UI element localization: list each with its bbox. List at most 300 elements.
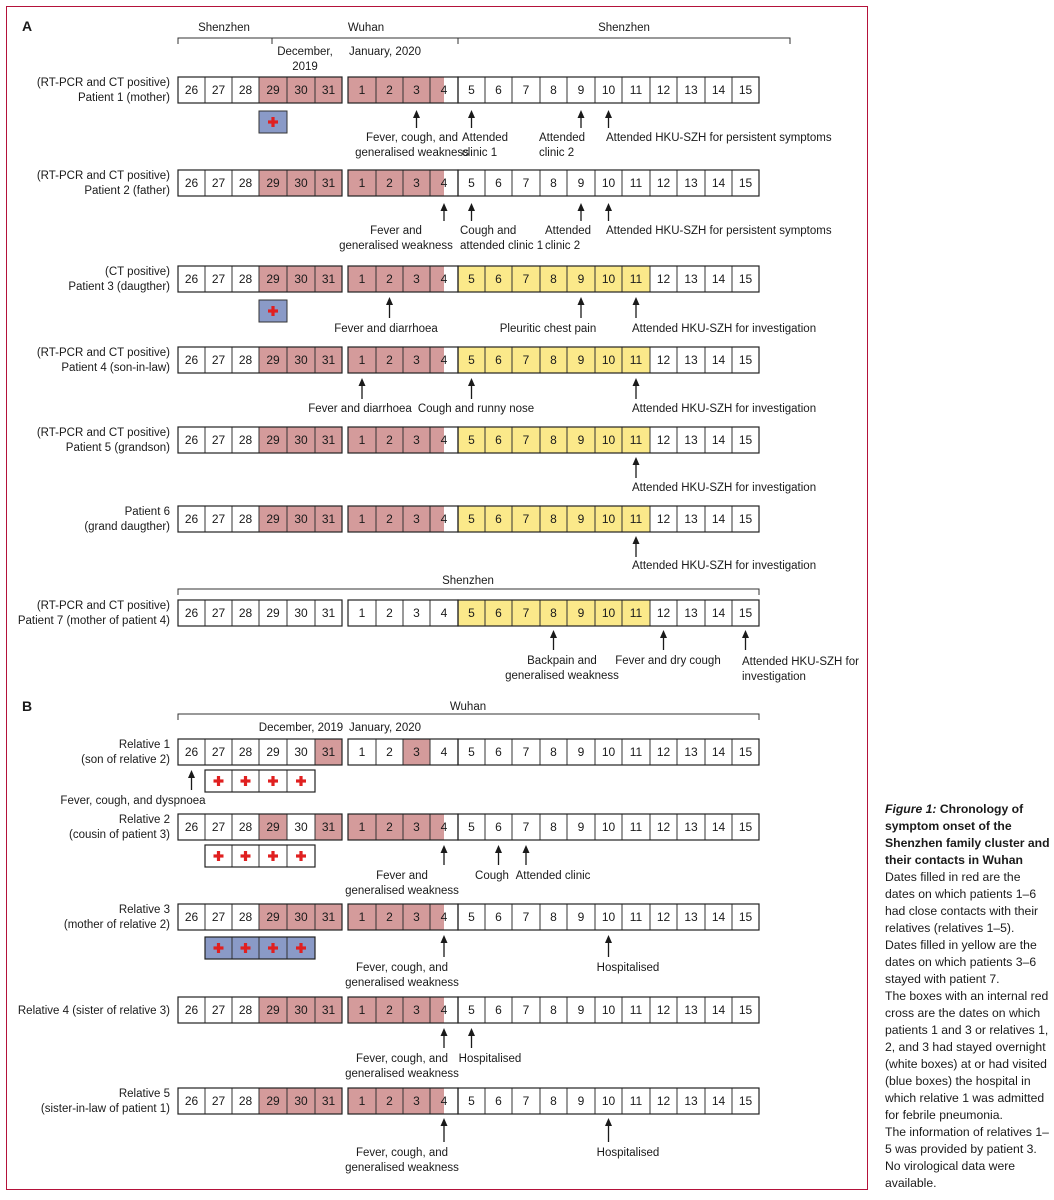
day-number: 9	[577, 745, 585, 759]
day-number: 10	[601, 433, 616, 447]
day-number: 27	[211, 272, 226, 286]
day-number: 6	[495, 1003, 502, 1017]
day-number: 2	[386, 176, 393, 190]
row-label: Patient 4 (son-in-law)	[61, 362, 170, 374]
day-number: 5	[468, 606, 475, 620]
symptom-arrow-head	[605, 203, 612, 211]
day-number: 12	[656, 820, 671, 834]
location-label: Wuhan	[347, 22, 385, 34]
row-label: (RT-PCR and CT positive)	[36, 77, 170, 89]
day-number: 27	[211, 1003, 226, 1017]
day-number: 30	[294, 1003, 308, 1017]
day-number: 14	[711, 820, 726, 834]
annotation-text: Hospitalised	[458, 1053, 522, 1065]
day-number: 30	[294, 353, 308, 367]
day-number: 14	[711, 745, 726, 759]
symptom-arrow-head	[605, 1118, 612, 1126]
day-number: 7	[522, 1003, 530, 1017]
row-label: (RT-PCR and CT positive)	[36, 347, 170, 359]
symptom-arrow-head	[605, 935, 612, 943]
day-number: 11	[629, 353, 643, 367]
annotation-text: attended clinic 1	[460, 240, 544, 252]
day-number: 27	[211, 606, 226, 620]
caption-paragraph: The boxes with an internal red cross are the dates on which patients 1 and 3 or relatives 1, 2, and 3 had stayed overnight (white boxes) at or had visited (blue boxes) the hospital in which relative 1 was admitted for febrile pneumonia.	[885, 989, 1049, 1122]
day-number: 10	[601, 606, 616, 620]
day-number: 1	[358, 176, 366, 190]
day-number: 14	[711, 910, 726, 924]
red-cross-mark	[268, 120, 278, 123]
day-number: 26	[184, 910, 199, 924]
red-cross-mark	[214, 946, 224, 949]
day-number: 8	[550, 512, 557, 526]
red-cross-mark	[214, 779, 224, 782]
panel-label-b: B	[22, 698, 33, 714]
day-number: 29	[266, 1003, 280, 1017]
annotation-text: Attended HKU-SZH for investigation	[632, 560, 817, 572]
row-label: Relative 2	[118, 814, 170, 826]
day-number: 10	[601, 83, 616, 97]
day-number: 11	[629, 176, 643, 190]
day-number: 15	[738, 272, 753, 286]
day-number: 15	[738, 433, 753, 447]
day-number: 3	[413, 820, 420, 834]
month-label: December, 2019	[258, 722, 344, 734]
annotation-text: Attended HKU-SZH for investigation	[632, 482, 817, 494]
day-number: 4	[440, 272, 448, 286]
row-label: (RT-PCR and CT positive)	[36, 427, 170, 439]
day-number: 31	[321, 176, 336, 190]
day-number: 30	[294, 433, 308, 447]
day-number: 11	[629, 272, 643, 286]
annotation-text: Attended HKU-SZH for investigation	[632, 403, 817, 415]
symptom-arrow-head	[468, 378, 475, 386]
row-label: Relative 5	[118, 1088, 170, 1100]
day-number: 5	[468, 512, 475, 526]
day-number: 29	[266, 1094, 280, 1108]
day-number: 14	[711, 353, 726, 367]
location-label: Shenzhen	[198, 22, 250, 34]
annotation-text: clinic 2	[539, 147, 575, 159]
day-number: 4	[440, 1003, 448, 1017]
annotation-text: generalised weakness	[345, 1068, 459, 1080]
day-number: 7	[522, 606, 530, 620]
day-number: 9	[577, 606, 585, 620]
annotation-text: Fever and diarrhoea	[334, 323, 438, 335]
day-number: 12	[656, 745, 671, 759]
day-number: 27	[211, 820, 226, 834]
day-number: 13	[684, 272, 698, 286]
day-number: 2	[386, 606, 393, 620]
day-number: 2	[386, 745, 393, 759]
day-number: 10	[601, 353, 616, 367]
day-number: 12	[656, 433, 671, 447]
day-number: 30	[294, 83, 308, 97]
day-number: 9	[577, 512, 585, 526]
day-number: 10	[601, 1094, 616, 1108]
annotation-text: Attended HKU-SZH for investigation	[632, 323, 817, 335]
day-number: 15	[738, 83, 753, 97]
day-number: 28	[238, 820, 253, 834]
annotation-text: Attended HKU-SZH for persistent symptoms	[606, 225, 832, 237]
day-number: 5	[468, 353, 475, 367]
day-number: 11	[629, 1094, 643, 1108]
annotation-text: clinic 2	[545, 240, 581, 252]
day-number: 26	[184, 353, 199, 367]
day-number: 3	[413, 512, 420, 526]
red-cross-mark	[214, 854, 224, 857]
day-number: 30	[294, 1094, 308, 1108]
annotation-text: Pleuritic chest pain	[499, 323, 597, 335]
location-bracket	[178, 38, 272, 44]
day-number: 4	[440, 353, 448, 367]
day-number: 10	[601, 512, 616, 526]
day-number: 15	[738, 353, 753, 367]
day-number: 2	[386, 1094, 393, 1108]
day-number: 29	[266, 83, 280, 97]
red-cross-mark	[296, 779, 306, 782]
day-number: 6	[495, 745, 502, 759]
symptom-arrow-head	[578, 297, 585, 305]
symptom-arrow-head	[605, 110, 612, 118]
day-number: 8	[550, 1003, 557, 1017]
row-label: (CT positive)	[105, 266, 170, 278]
day-number: 15	[738, 606, 753, 620]
day-number: 28	[238, 1094, 253, 1108]
row-label: (grand daugther)	[84, 521, 170, 533]
day-number: 27	[211, 176, 226, 190]
day-number: 9	[577, 910, 585, 924]
day-number: 8	[550, 820, 557, 834]
day-number: 3	[413, 83, 420, 97]
day-number: 15	[738, 176, 753, 190]
day-number: 8	[550, 1094, 557, 1108]
annotation-text: Fever and	[370, 225, 422, 237]
day-number: 26	[184, 433, 199, 447]
day-number: 6	[495, 910, 502, 924]
row-label: (mother of relative 2)	[63, 919, 170, 931]
day-number: 13	[684, 606, 698, 620]
day-number: 3	[413, 1094, 420, 1108]
annotation-text: Attended	[462, 132, 509, 144]
day-number: 15	[738, 1003, 753, 1017]
red-cross-mark	[268, 946, 278, 949]
day-number: 6	[495, 820, 502, 834]
location-label: Wuhan	[449, 701, 487, 713]
day-number: 30	[294, 910, 308, 924]
day-number: 13	[684, 512, 698, 526]
day-number: 4	[440, 1094, 448, 1108]
day-number: 29	[266, 910, 280, 924]
symptom-arrow-head	[633, 457, 640, 465]
day-number: 13	[684, 820, 698, 834]
row-label: Patient 2 (father)	[84, 185, 170, 197]
day-number: 10	[601, 272, 616, 286]
day-number: 8	[550, 83, 557, 97]
day-number: 31	[321, 820, 336, 834]
day-number: 7	[522, 433, 530, 447]
row-label: Relative 3	[118, 904, 170, 916]
annotation-text: Fever and dry cough	[615, 655, 721, 667]
day-number: 31	[321, 606, 336, 620]
row-label: Relative 1	[118, 739, 170, 751]
day-number: 8	[550, 272, 557, 286]
red-cross-mark	[296, 946, 306, 949]
day-number: 1	[358, 272, 366, 286]
symptom-arrow-head	[188, 770, 195, 778]
day-number: 13	[684, 433, 698, 447]
day-number: 29	[266, 272, 280, 286]
day-number: 28	[238, 433, 253, 447]
symptom-arrow-head	[413, 110, 420, 118]
day-number: 12	[656, 1003, 671, 1017]
day-number: 11	[629, 433, 643, 447]
day-number: 30	[294, 176, 308, 190]
day-number: 4	[440, 910, 448, 924]
day-number: 28	[238, 606, 253, 620]
annotation-text: Attended clinic	[515, 870, 591, 882]
day-number: 29	[266, 745, 280, 759]
annotation-text: Attended	[539, 132, 586, 144]
day-number: 12	[656, 910, 671, 924]
day-number: 2	[386, 1003, 393, 1017]
day-number: 9	[577, 272, 585, 286]
symptom-arrow-head	[359, 378, 366, 386]
annotation-text: generalised weakness	[339, 240, 453, 252]
day-number: 5	[468, 272, 475, 286]
day-number: 8	[550, 910, 557, 924]
day-number: 2	[386, 820, 393, 834]
day-number: 15	[738, 820, 753, 834]
day-number: 6	[495, 353, 502, 367]
day-number: 26	[184, 606, 199, 620]
day-number: 30	[294, 606, 308, 620]
day-number: 12	[656, 512, 671, 526]
day-number: 28	[238, 910, 253, 924]
location-bracket	[458, 38, 790, 44]
day-number: 3	[413, 606, 420, 620]
day-number: 6	[495, 176, 502, 190]
day-number: 12	[656, 272, 671, 286]
caption-paragraph: Dates filled in yellow are the dates on which patients 3–6 stayed with patient 7.	[885, 938, 1037, 986]
day-number: 29	[266, 820, 280, 834]
day-number: 3	[413, 176, 420, 190]
annotation-text: Fever and diarrhoea	[308, 403, 412, 415]
day-number: 1	[358, 606, 366, 620]
day-number: 11	[629, 910, 643, 924]
day-number: 4	[440, 745, 448, 759]
day-number: 29	[266, 433, 280, 447]
day-number: 14	[711, 512, 726, 526]
day-number: 26	[184, 176, 199, 190]
day-number: 7	[522, 820, 530, 834]
day-number: 27	[211, 353, 226, 367]
annotation-text: Attended	[545, 225, 592, 237]
day-number: 7	[522, 353, 530, 367]
annotation-text: generalised weakness	[355, 147, 469, 159]
day-number: 30	[294, 820, 308, 834]
day-number: 30	[294, 745, 308, 759]
caption-paragraph: The information of relatives 1–5 was provided by patient 3. No virological data were available.	[885, 1125, 1049, 1190]
annotation-text: generalised weakness	[345, 977, 459, 989]
day-number: 5	[468, 433, 475, 447]
location-bracket	[178, 589, 759, 595]
day-number: 6	[495, 433, 502, 447]
day-number: 13	[684, 353, 698, 367]
day-number: 6	[495, 83, 502, 97]
day-number: 9	[577, 1003, 585, 1017]
day-number: 11	[629, 1003, 643, 1017]
month-label: 2019	[292, 61, 318, 73]
day-number: 3	[413, 1003, 420, 1017]
annotation-text: Cough and runny nose	[417, 403, 535, 415]
day-number: 14	[711, 272, 726, 286]
day-number: 8	[550, 353, 557, 367]
annotation-text: clinic 1	[462, 147, 498, 159]
row-label: Patient 3 (daugther)	[68, 281, 170, 293]
day-number: 14	[711, 176, 726, 190]
location-label: Shenzhen	[442, 575, 494, 587]
day-number: 27	[211, 512, 226, 526]
day-number: 7	[522, 83, 530, 97]
day-number: 27	[211, 910, 226, 924]
day-number: 5	[468, 83, 475, 97]
day-number: 29	[266, 512, 280, 526]
month-label: January, 2020	[348, 46, 422, 58]
caption-title-text: Chronology of symptom onset of the Shenzhen family cluster and their contacts in Wuhan	[885, 802, 1050, 867]
symptom-arrow-head	[633, 297, 640, 305]
day-number: 15	[738, 512, 753, 526]
day-number: 10	[601, 176, 616, 190]
symptom-arrow-head	[550, 630, 557, 638]
day-number: 3	[413, 910, 420, 924]
red-cross-mark	[241, 854, 251, 857]
day-number: 26	[184, 820, 199, 834]
day-number: 26	[184, 1003, 199, 1017]
day-number: 10	[601, 910, 616, 924]
annotation-text: Fever, cough, and	[355, 962, 449, 974]
day-number: 11	[629, 820, 643, 834]
symptom-arrow-head	[386, 297, 393, 305]
day-number: 29	[266, 353, 280, 367]
day-number: 13	[684, 176, 698, 190]
caption-figure-label: Figure 1:	[885, 802, 937, 816]
day-number: 27	[211, 1094, 226, 1108]
day-number: 31	[321, 272, 336, 286]
annotation-text: Cough	[475, 870, 509, 882]
day-number: 28	[238, 272, 253, 286]
day-number: 15	[738, 910, 753, 924]
day-number: 10	[601, 1003, 616, 1017]
red-cross-mark	[268, 779, 278, 782]
day-number: 31	[321, 1094, 336, 1108]
symptom-arrow-head	[468, 203, 475, 211]
day-number: 11	[629, 512, 643, 526]
annotation-text: Attended HKU-SZH for persistent symptoms	[606, 132, 832, 144]
day-number: 8	[550, 176, 557, 190]
day-number: 26	[184, 1094, 199, 1108]
row-label: Patient 7 (mother of patient 4)	[17, 615, 170, 627]
location-label: Shenzhen	[598, 22, 650, 34]
location-bracket	[272, 38, 458, 44]
day-number: 13	[684, 1003, 698, 1017]
day-number: 9	[577, 83, 585, 97]
row-label: (sister-in-law of patient 1)	[40, 1103, 170, 1115]
day-number: 4	[440, 606, 448, 620]
day-number: 13	[684, 1094, 698, 1108]
symptom-arrow-head	[441, 1118, 448, 1126]
day-number: 14	[711, 1094, 726, 1108]
row-label: Patient 1 (mother)	[77, 92, 170, 104]
annotation-text: Hospitalised	[596, 962, 660, 974]
day-number: 28	[238, 512, 253, 526]
day-number: 26	[184, 272, 199, 286]
day-number: 6	[495, 512, 502, 526]
day-number: 10	[601, 745, 616, 759]
day-number: 1	[358, 1094, 366, 1108]
day-number: 11	[629, 745, 643, 759]
day-number: 3	[413, 433, 420, 447]
day-number: 5	[468, 1003, 475, 1017]
symptom-arrow-head	[441, 845, 448, 853]
red-cross-mark	[241, 779, 251, 782]
annotation-text: Fever, cough, and dyspnoea	[60, 795, 206, 807]
day-number: 26	[184, 512, 199, 526]
day-number: 15	[738, 1094, 753, 1108]
day-number: 2	[386, 272, 393, 286]
day-number: 9	[577, 1094, 585, 1108]
day-number: 9	[577, 433, 585, 447]
day-number: 2	[386, 910, 393, 924]
day-number: 1	[358, 1003, 366, 1017]
location-bracket	[178, 714, 759, 720]
symptom-arrow-head	[468, 1028, 475, 1036]
day-number: 4	[440, 512, 448, 526]
day-number: 9	[577, 176, 585, 190]
day-number: 12	[656, 83, 671, 97]
symptom-arrow-head	[633, 378, 640, 386]
caption-title	[885, 801, 1050, 869]
row-label: (RT-PCR and CT positive)	[36, 170, 170, 182]
day-number: 28	[238, 176, 253, 190]
day-number: 11	[629, 606, 643, 620]
day-number: 2	[386, 512, 393, 526]
day-number: 2	[386, 83, 393, 97]
symptom-arrow-head	[523, 845, 530, 853]
day-number: 5	[468, 820, 475, 834]
symptom-arrow-head	[578, 110, 585, 118]
red-cross-mark	[296, 854, 306, 857]
day-number: 14	[711, 433, 726, 447]
symptom-arrow-head	[633, 536, 640, 544]
day-number: 5	[468, 1094, 475, 1108]
symptom-arrow-head	[578, 203, 585, 211]
annotation-text: generalised weakness	[345, 885, 459, 897]
day-number: 3	[413, 272, 420, 286]
row-label: (cousin of patient 3)	[68, 829, 170, 841]
annotation-text: Fever, cough, and	[365, 132, 459, 144]
day-number: 4	[440, 820, 448, 834]
day-number: 15	[738, 745, 753, 759]
day-number: 7	[522, 745, 530, 759]
day-number: 31	[321, 910, 336, 924]
symptom-arrow-head	[468, 110, 475, 118]
day-number: 28	[238, 1003, 253, 1017]
day-number: 4	[440, 176, 448, 190]
day-number: 28	[238, 83, 253, 97]
day-number: 1	[358, 433, 366, 447]
row-label: Patient 6	[124, 506, 170, 518]
month-label: January, 2020	[348, 722, 422, 734]
